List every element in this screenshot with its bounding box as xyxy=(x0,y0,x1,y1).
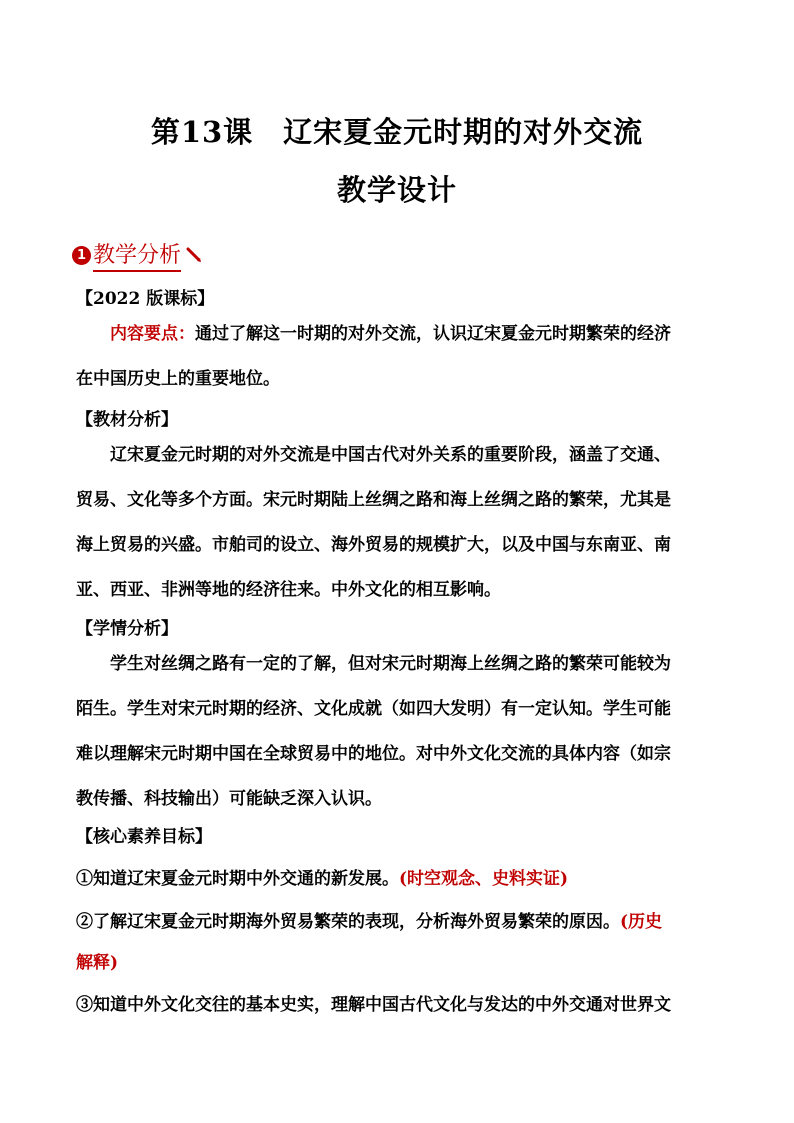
students-analysis xyxy=(76,642,726,822)
text-line: 海上贸易的兴盛。市舶司的设立、海外贸易的规模扩大，以及中国与东南亚、南 xyxy=(76,535,671,555)
curriculum-heading: 【2022 版课标】 xyxy=(76,289,215,309)
goal-item-1 xyxy=(76,864,568,889)
curriculum-content xyxy=(76,312,726,402)
goal-tag-cont: 解释) xyxy=(76,953,119,973)
lesson-title: 第13课 辽宋夏金元时期的对外交流 xyxy=(150,115,644,149)
pen-icon xyxy=(185,246,203,264)
text-line: 辽宋夏金元时期的对外交流是中国古代对外关系的重要阶段，涵盖了交通、 xyxy=(110,445,671,465)
text-line: 亚、西亚、非洲等地的经济往来。中外文化的相互影响。 xyxy=(76,580,501,600)
section-heading xyxy=(72,238,203,272)
key-points-text-cont: 在中国历史上的重要地位。 xyxy=(76,369,280,389)
text-line: 难以理解宋元时期中国在全球贸易中的地位。对中外文化交流的具体内容（如宗 xyxy=(76,744,671,764)
key-points-text: 通过了解这一时期的对外交流，认识辽宋夏金元时期繁荣的经济 xyxy=(195,324,671,344)
goal-text: ①知道辽宋夏金元时期中外交通的新发展。 xyxy=(76,869,399,889)
goal-item-3: ③知道中外文化交往的基本史实，理解中国古代文化与发达的中外交通对世界文 xyxy=(76,995,671,1015)
section-number-badge: 1 xyxy=(72,246,91,265)
text-line: 教传播、科技输出）可能缺乏深入认识。 xyxy=(76,789,382,809)
textbook-heading: 【教材分析】 xyxy=(76,410,178,430)
goals-heading: 【核心素养目标】 xyxy=(76,827,212,847)
goal-tag: (时空观念、史料实证) xyxy=(399,869,569,889)
text-line: 陌生。学生对宋元时期的经济、文化成就（如四大发明）有一定认知。学生可能 xyxy=(76,699,671,719)
goal-item-2 xyxy=(76,907,662,932)
section-label: 教学分析 xyxy=(93,238,181,272)
goal-text: ②了解辽宋夏金元时期海外贸易繁荣的表现，分析海外贸易繁荣的原因。 xyxy=(76,912,620,932)
goal-tag: (历史 xyxy=(620,912,663,932)
textbook-analysis xyxy=(76,433,726,613)
lesson-subtitle: 教学设计 xyxy=(336,173,457,207)
text-line: 贸易、文化等多个方面。宋元时期陆上丝绸之路和海上丝绸之路的繁荣，尤其是 xyxy=(76,490,671,510)
students-heading: 【学情分析】 xyxy=(76,619,178,639)
text-line: 学生对丝绸之路有一定的了解，但对宋元时期海上丝绸之路的繁荣可能较为 xyxy=(110,654,671,674)
key-points-label: 内容要点： xyxy=(110,324,195,344)
